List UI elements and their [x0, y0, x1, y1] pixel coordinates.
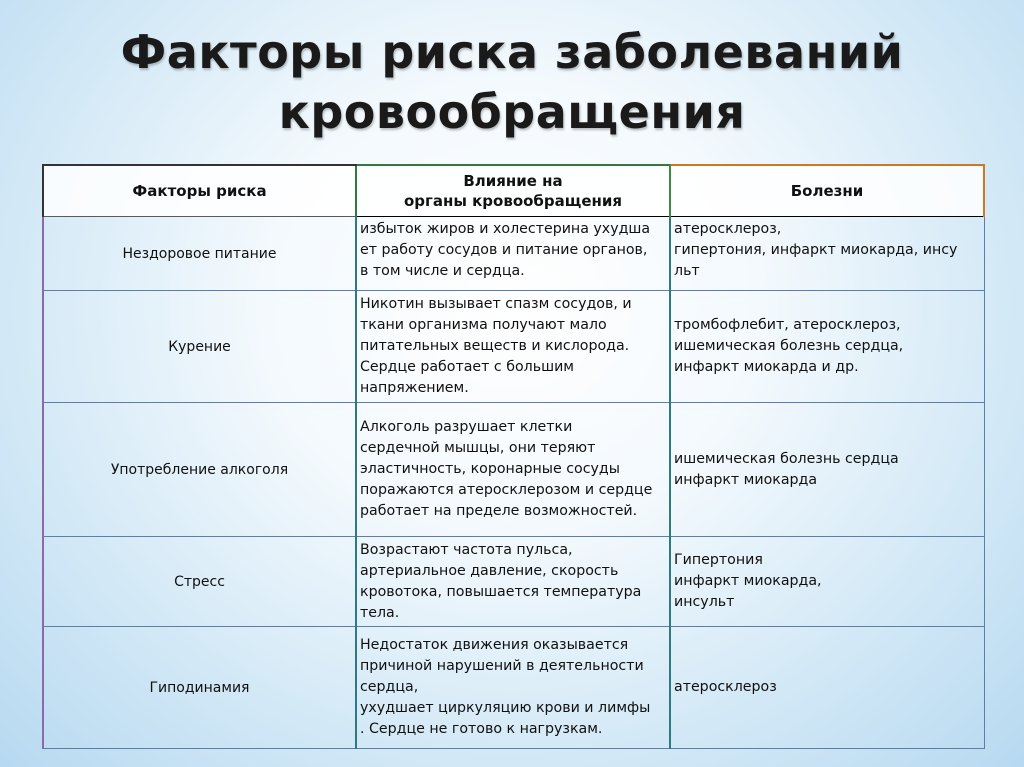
effect-cell: Возрастают частота пульса, артериальное давление, скорость кровотока, повышается температура тела. [356, 537, 670, 627]
factor-cell: Употребление алкоголя [43, 403, 356, 537]
table-row [43, 537, 984, 627]
diseases-cell: тромбофлебит, атеросклероз, ишемическая болезнь сердца, инфаркт миокарда и др. [670, 291, 984, 403]
effect-cell: Недостаток движения оказывается причиной нарушений в деятельности сердца, ухудшает циркуляцию крови и лимфы . Сердце не готово к нагрузкам. [356, 627, 670, 749]
factor-cell: Курение [43, 291, 356, 403]
title-line-2: кровообращения [278, 85, 746, 139]
diseases-cell: атеросклероз, гипертония, инфаркт миокарда, инсу льт [670, 217, 984, 291]
header-effect-on-circulation: Влияние на органы кровообращения [356, 165, 670, 217]
factor-cell: Нездоровое питание [43, 217, 356, 291]
table-row [43, 627, 984, 749]
table-row [43, 403, 984, 537]
table-row [43, 217, 984, 291]
title-line-1: Факторы риска заболеваний [120, 25, 904, 79]
diseases-cell: атеросклероз [670, 627, 984, 749]
factor-cell: Стресс [43, 537, 356, 627]
effect-cell: Алкоголь разрушает клетки сердечной мышцы, они теряют эластичность, коронарные сосуды поражаются атеросклерозом и сердце работает на пределе возможностей. [356, 403, 670, 537]
table-row [43, 291, 984, 403]
header-diseases: Болезни [670, 165, 984, 217]
factor-cell: Гиподинамия [43, 627, 356, 749]
header-risk-factors: Факторы риска [43, 165, 356, 217]
effect-cell: избыток жиров и холестерина ухудша ет работу сосудов и питание органов, в том числе и сердца. [356, 217, 670, 291]
risk-factors-table [42, 164, 985, 749]
diseases-cell: Гипертония инфаркт миокарда, инсульт [670, 537, 984, 627]
table-header-row [43, 165, 984, 217]
diseases-cell: ишемическая болезнь сердца инфаркт миокарда [670, 403, 984, 537]
slide-title [0, 22, 1024, 142]
effect-cell: Никотин вызывает спазм сосудов, и ткани организма получают мало питательных веществ и кислорода. Сердце работает с большим напряжением. [356, 291, 670, 403]
